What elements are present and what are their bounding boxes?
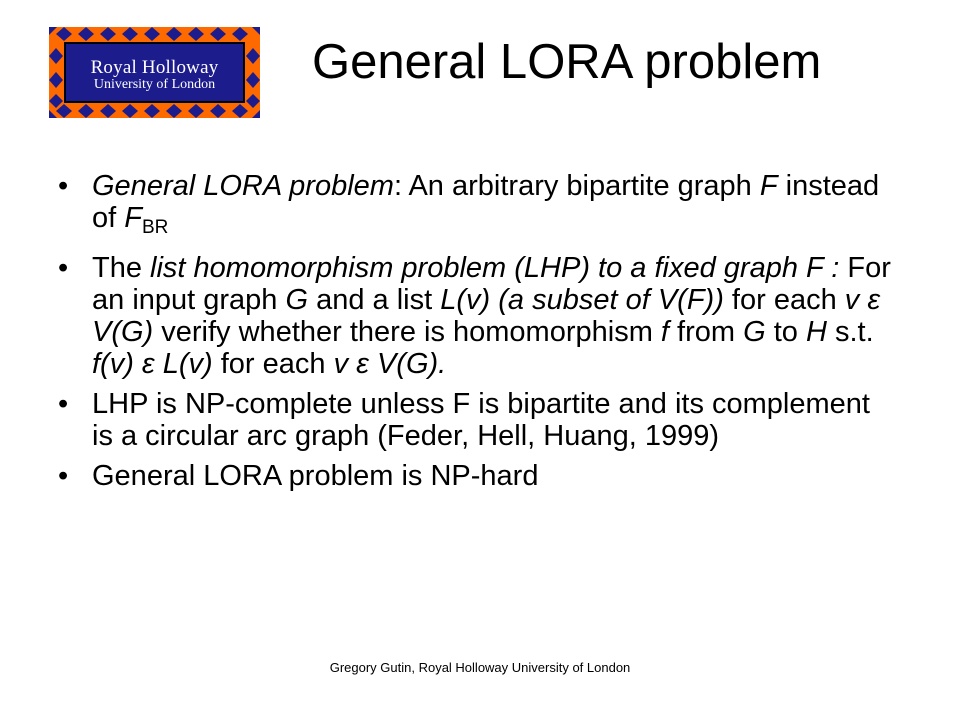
bullet-2-text-11: from [668,316,744,348]
bullet-2-g: G [285,284,309,316]
bullet-2-term: list homomorphism problem (LHP) to a fixed graph F : [150,252,840,284]
bullet-general-lora [0,170,892,244]
bullet-2-text-15: s.t. [826,316,874,348]
bullet-1-term: General LORA problem [92,170,394,202]
bullet-1-text-2: instead of [92,170,880,234]
bullet-2-g2: G [743,316,766,348]
bullet-2-list: L(v) (a subset of V(F)) [440,284,724,316]
bullet-2-text-13: to [765,316,806,348]
logo-line-royal-holloway: Royal Holloway [90,56,219,78]
bullet-1-text: : An arbitrary bipartite graph [393,170,760,202]
slide-footer: Gregory Gutin, Royal Holloway University of London [329,660,631,675]
logo-text [49,27,260,118]
bullet-lhp-definition [0,252,892,380]
bullet-2-text-3: For an input graph [92,252,891,316]
bullet-1-subscript: BR [141,217,169,238]
bullet-np-hard: • General LORA problem is NP-hard [0,460,892,492]
university-logo [49,27,260,118]
bullet-2-text-1: The [92,252,151,284]
bullet-2-fv: f(v) ε L(v) [92,348,213,380]
bullet-2-h: H [805,316,827,348]
bullet-2-text-5: and a list [308,284,441,316]
bullet-2-text-17: for each [212,348,334,380]
bullet-list [0,170,960,500]
slide-title: General LORA problem [312,35,822,89]
bullet-2-f: f [660,316,669,348]
bullet-1-fbr: F [124,202,142,234]
bullet-2-text-7: for each [723,284,845,316]
bullet-2-text-9: verify whether there is homomorphism [153,316,661,348]
bullet-1-f: F [759,170,778,202]
bullet-lhp-complexity: • LHP is NP-complete unless F is bipartite and its complement is a circular arc graph (Feder, Hell, Huang, 1999) [0,388,892,452]
logo-line-university: University of London [93,76,216,92]
bullet-2-v: v ε V(G) [92,284,881,348]
bullet-2-v2: v ε V(G). [333,348,447,380]
